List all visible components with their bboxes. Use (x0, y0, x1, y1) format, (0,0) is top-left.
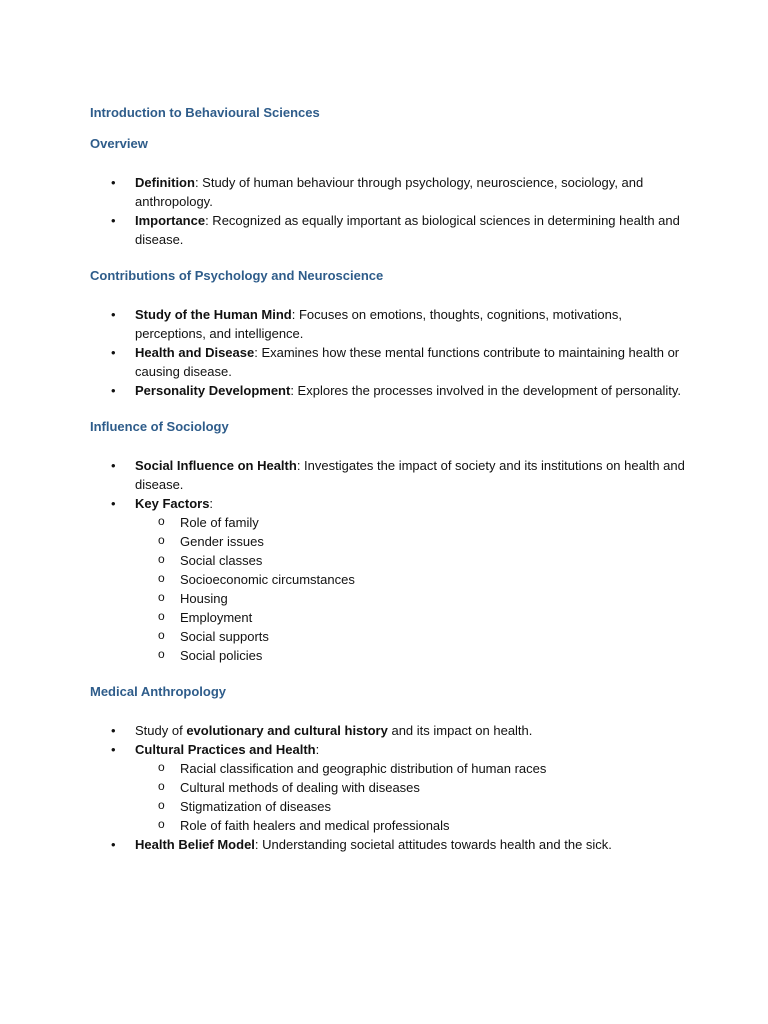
item-term: Social Influence on Health (135, 458, 297, 473)
item-term: Study of the Human Mind (135, 307, 292, 322)
cultural-practices-list (135, 759, 690, 835)
document-content (90, 104, 690, 872)
anthropology-list (90, 721, 690, 854)
item-term: Key Factors (135, 496, 210, 511)
sub-list-item: o Housing (135, 589, 690, 608)
sub-list-item: o Stigmatization of diseases (135, 797, 690, 816)
sub-list-item: o Social classes (135, 551, 690, 570)
item-term: Definition (135, 175, 195, 190)
item-text: : (209, 496, 214, 511)
key-factors-list (135, 513, 690, 665)
item-text: : Recognized as equally important as biological sciences in determining health and disease. (135, 213, 680, 247)
item-term: Personality Development (135, 383, 291, 398)
sub-list-item: o Role of faith healers and medical professionals (135, 816, 690, 835)
list-item (90, 494, 690, 665)
sub-list-item: o Social policies (135, 646, 690, 665)
item-text: : Examines how these mental functions contribute to maintaining health or causing disease. (135, 345, 680, 379)
list-item (90, 173, 690, 211)
section-heading-anthropology: Medical Anthropology (90, 684, 227, 699)
item-term: Health Belief Model (135, 837, 255, 852)
list-item (90, 343, 690, 381)
sub-list-item: o Social supports (135, 627, 690, 646)
item-text: : Study of human behaviour through psychology, neuroscience, sociology, and anthropology. (135, 175, 644, 209)
list-item (90, 211, 690, 249)
item-prefix: Study of (135, 723, 187, 738)
item-term: Cultural Practices and Health (135, 742, 316, 757)
sub-list-item: o Role of family (135, 513, 690, 532)
list-item (90, 721, 690, 740)
sub-list-item: o Racial classification and geographic distribution of human races (135, 759, 690, 778)
sub-list-item: o Gender issues (135, 532, 690, 551)
item-term: Health and Disease (135, 345, 255, 360)
document-title: Introduction to Behavioural Sciences (90, 105, 320, 120)
item-text: : Focuses on emotions, thoughts, cognitions, motivations, perceptions, and intelligence. (135, 307, 622, 341)
item-text: : Investigates the impact of society and its institutions on health and disease. (135, 458, 685, 492)
sub-list-item: o Employment (135, 608, 690, 627)
item-term: evolutionary and cultural history (186, 723, 388, 738)
item-text: and its impact on health. (387, 723, 533, 738)
list-item (90, 381, 690, 400)
list-item (90, 456, 690, 494)
item-text: : (315, 742, 320, 757)
list-item (90, 305, 690, 343)
sub-list-item: o Socioeconomic circumstances (135, 570, 690, 589)
item-text: : Understanding societal attitudes towards health and the sick. (254, 837, 612, 852)
item-term: Importance (135, 213, 206, 228)
psychology-list (90, 305, 690, 400)
section-heading-sociology: Influence of Sociology (90, 419, 229, 434)
section-heading-overview: Overview (90, 136, 148, 151)
sociology-list (90, 456, 690, 665)
section-heading-psychology: Contributions of Psychology and Neuroscience (90, 268, 384, 283)
item-text: : Explores the processes involved in the development of personality. (290, 383, 682, 398)
overview-list (90, 173, 690, 249)
sub-list-item: o Cultural methods of dealing with diseases (135, 778, 690, 797)
list-item (90, 740, 690, 835)
list-item (90, 835, 690, 854)
